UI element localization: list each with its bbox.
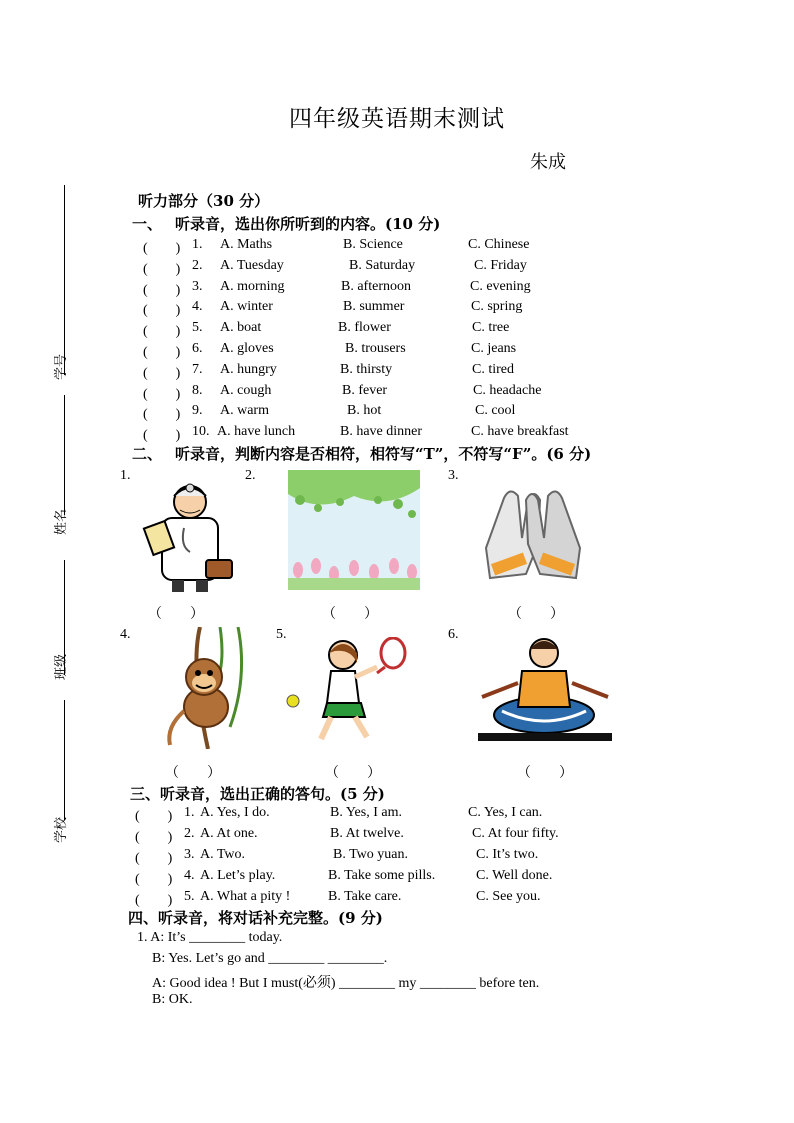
question-number: 9.: [192, 403, 203, 419]
answer-paren[interactable]: ( ): [143, 365, 181, 381]
picture-number: 6.: [448, 627, 459, 642]
answer-paren[interactable]: （ ）: [508, 607, 564, 622]
tennis-girl-picture: [285, 637, 410, 747]
picture-number: 4.: [120, 627, 131, 642]
answer-paren[interactable]: （ ）: [322, 607, 378, 622]
gloves-picture: [466, 478, 600, 590]
picture-number: 2.: [245, 468, 256, 483]
option-a: A. boat: [220, 320, 262, 336]
dialogue-line: B: OK.: [152, 992, 193, 1007]
margin-line: [64, 395, 65, 515]
option-a: A. hungry: [220, 361, 277, 377]
label-class: 班级: [54, 653, 69, 680]
option-c: C. It’s two.: [476, 847, 539, 862]
option-b: B. thirsty: [340, 361, 393, 377]
label-name: 姓名: [54, 508, 69, 535]
answer-paren[interactable]: ( ): [143, 386, 181, 402]
option-a: A. gloves: [220, 341, 274, 356]
question-number: 5.: [192, 320, 203, 336]
question-number: 1.: [184, 805, 195, 820]
option-b: B. Take some pills.: [328, 868, 436, 883]
option-c: C. See you.: [476, 889, 541, 904]
answer-paren[interactable]: ( ): [143, 407, 181, 423]
option-c: C. Chinese: [468, 237, 530, 252]
option-b: B. Science: [343, 237, 403, 252]
option-a: A. Let’s play.: [200, 868, 276, 883]
question-number: 1.: [192, 237, 203, 252]
option-c: C. Yes, I can.: [468, 805, 543, 820]
question-number: 3.: [184, 847, 195, 862]
option-b: B. flower: [338, 320, 391, 336]
dialogue-line: 1. A: It’s ________ today.: [137, 930, 283, 945]
question-number: 7.: [192, 361, 203, 377]
option-c: C. jeans: [471, 341, 517, 356]
option-c: C. Well done.: [476, 868, 553, 883]
option-c: C. At four fifty.: [472, 826, 559, 841]
dialogue-line: A: Good idea ! But I must(必须) ________ my ________ before ten.: [152, 976, 540, 991]
picture-number: 3.: [448, 468, 459, 483]
question-number: 3.: [192, 278, 203, 294]
question-number: 8.: [192, 382, 203, 398]
option-b: B. have dinner: [340, 424, 423, 440]
label-student-number: 学号: [54, 353, 69, 380]
option-b: B. Yes, I am.: [330, 805, 402, 820]
option-a: A. Two.: [200, 847, 246, 862]
option-a: A. Tuesday: [220, 257, 284, 273]
answer-paren[interactable]: （ ）: [517, 766, 573, 781]
answer-paren[interactable]: ( ): [135, 851, 173, 866]
section2-heading: 听录音，判断内容是否相符，相符写“T”，不符写“F”。(6 分): [175, 445, 592, 463]
option-b: B. hot: [347, 403, 382, 419]
answer-paren[interactable]: ( ): [143, 241, 181, 256]
option-b: B. Saturday: [349, 257, 416, 273]
option-c: C. spring: [471, 299, 523, 315]
option-c: C. evening: [470, 278, 531, 294]
page-title: 四年级英语期末测试: [289, 106, 505, 132]
answer-paren[interactable]: ( ): [135, 893, 173, 908]
option-c: C. Friday: [474, 257, 527, 273]
option-a: A. Yes, I do.: [200, 805, 270, 820]
spring-scene-picture: [288, 470, 420, 590]
question-number: 4.: [184, 868, 195, 883]
option-b: B. Two yuan.: [333, 847, 408, 862]
option-a: A. At one.: [200, 826, 258, 841]
dialogue-line: B: Yes. Let’s go and ________ ________.: [152, 951, 388, 966]
option-a: A. have lunch: [217, 424, 296, 440]
author-name: 朱成: [530, 152, 566, 173]
margin-line: [64, 700, 65, 820]
answer-paren[interactable]: （ ）: [325, 766, 381, 781]
option-a: A. winter: [220, 299, 273, 315]
section3-heading: 三、听录音，选出正确的答句。(5 分): [130, 785, 385, 803]
picture-number: 1.: [120, 468, 131, 483]
option-c: C. tired: [472, 361, 514, 377]
answer-paren[interactable]: ( ): [143, 282, 181, 298]
answer-paren[interactable]: ( ): [135, 809, 173, 824]
question-number: 10.: [192, 424, 210, 440]
option-c: C. tree: [472, 320, 510, 336]
option-a: A. morning: [220, 278, 285, 294]
rowing-boy-picture: [478, 627, 612, 741]
question-number: 5.: [184, 889, 195, 904]
answer-paren[interactable]: （ ）: [165, 766, 221, 781]
section1-number: 一、: [132, 215, 163, 233]
monkey-picture: [160, 627, 260, 749]
answer-paren[interactable]: ( ): [143, 345, 181, 360]
option-b: B. afternoon: [341, 278, 411, 294]
option-a: A. What a pity !: [200, 889, 291, 904]
answer-paren[interactable]: ( ): [135, 830, 173, 845]
option-c: C. headache: [473, 382, 542, 398]
margin-line: [64, 185, 65, 375]
section1-heading: 听录音，选出你所听到的内容。(10 分): [175, 215, 441, 233]
section4-heading: 四、听录音，将对话补充完整。(9 分): [128, 909, 383, 927]
option-a: A. warm: [220, 403, 269, 419]
doctor-picture: [140, 478, 240, 596]
question-number: 6.: [192, 341, 203, 356]
answer-paren[interactable]: （ ）: [148, 607, 204, 622]
answer-paren[interactable]: ( ): [143, 324, 181, 340]
answer-paren[interactable]: ( ): [143, 261, 181, 277]
label-school: 学校: [54, 816, 69, 843]
option-b: B. At twelve.: [330, 826, 404, 841]
option-b: B. fever: [342, 382, 388, 398]
question-number: 4.: [192, 299, 203, 315]
question-number: 2.: [184, 826, 195, 841]
picture-number: 5.: [276, 627, 287, 642]
section2-number: 二、: [132, 445, 163, 463]
option-b: B. summer: [343, 299, 405, 315]
option-a: A. Maths: [220, 237, 273, 252]
answer-paren[interactable]: ( ): [143, 303, 181, 319]
listening-heading: 听力部分（30 分）: [138, 192, 270, 210]
answer-paren[interactable]: ( ): [143, 428, 181, 444]
option-a: A. cough: [220, 382, 272, 398]
option-c: C. cool: [475, 403, 516, 419]
question-number: 2.: [192, 257, 203, 273]
answer-paren[interactable]: ( ): [135, 872, 173, 887]
option-b: B. trousers: [345, 341, 406, 356]
option-c: C. have breakfast: [471, 424, 569, 440]
option-b: B. Take care.: [328, 889, 402, 904]
